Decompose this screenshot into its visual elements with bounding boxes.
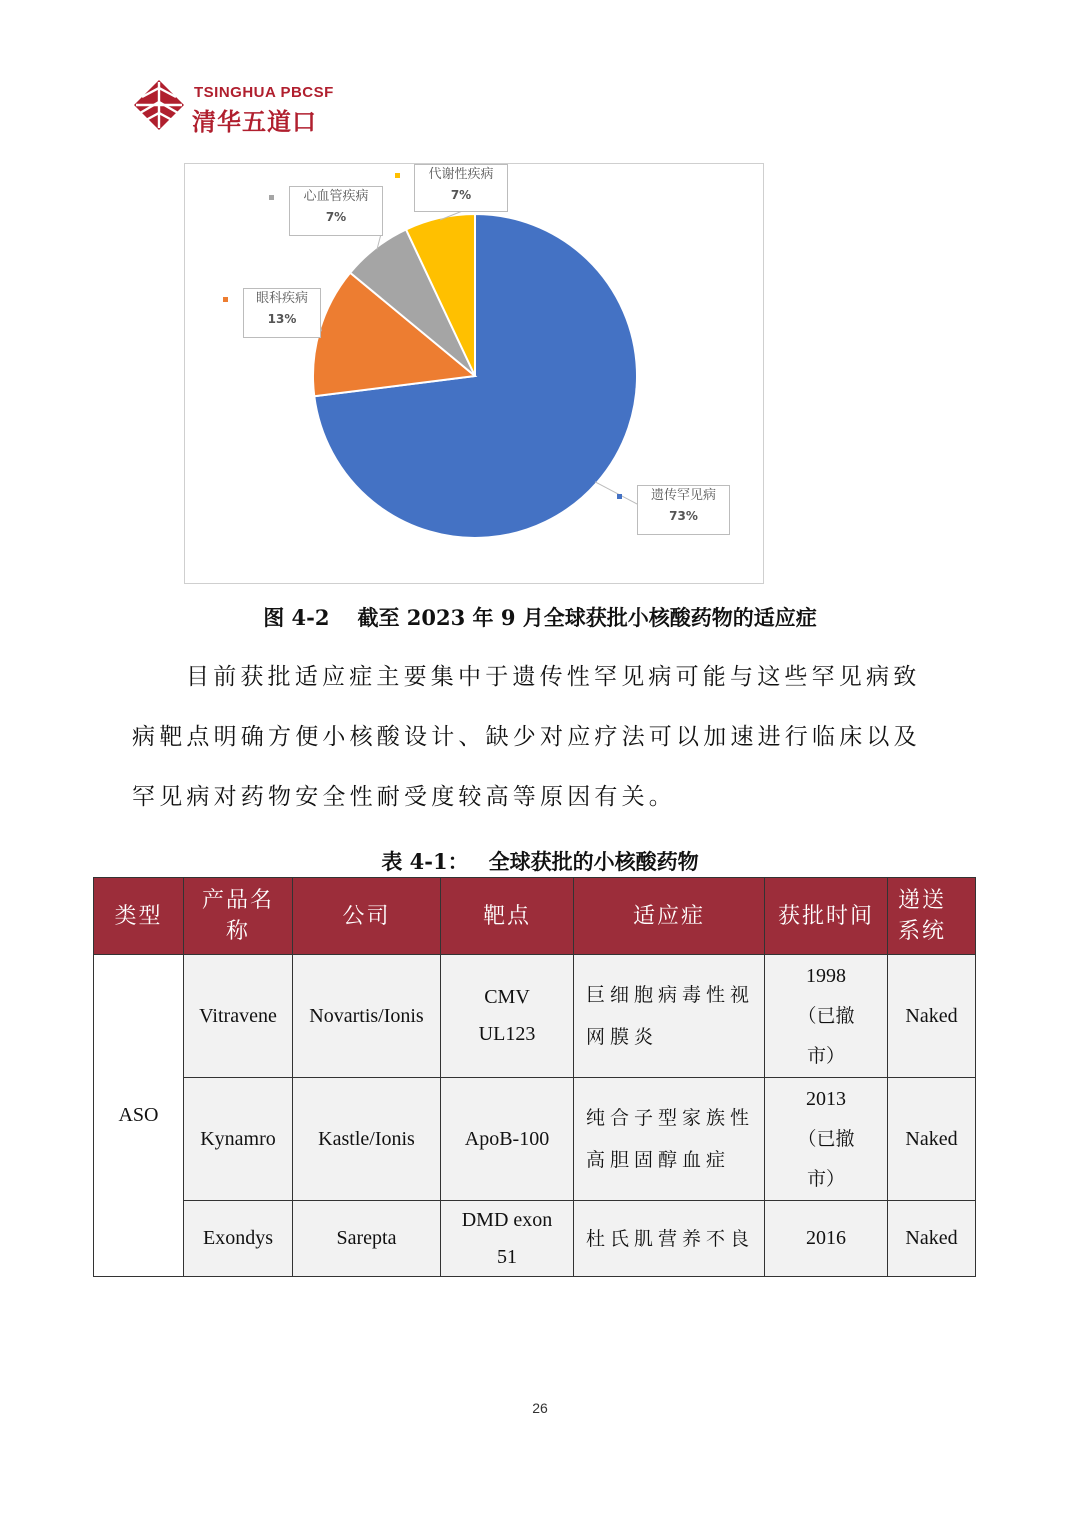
cell-delivery: Naked [888, 1201, 976, 1277]
logo-chinese-text: 清华五道口 [192, 108, 317, 136]
cell-target-line2: UL123 [478, 1023, 536, 1045]
header-delivery [888, 878, 976, 955]
cell-indication-line2: 高胆固醇血症 [586, 1149, 731, 1171]
cell-delivery: Naked [888, 955, 976, 1078]
header-delivery-line1: 递送 [898, 888, 947, 913]
table-row [94, 1078, 976, 1201]
leader-line [595, 482, 637, 504]
table-number: 表 4-1： [381, 849, 469, 874]
drug-table [93, 877, 976, 1277]
cell-year-note-line1: （已撤 [797, 1128, 855, 1150]
cell-indication-line2: 网膜炎 [586, 1026, 659, 1048]
figure-caption [0, 602, 1080, 632]
page-number: 26 [532, 1400, 548, 1416]
callout-rare [637, 485, 730, 535]
logo-mark-icon [132, 78, 186, 132]
pie-chart [184, 163, 764, 584]
legend-dot-metabolic [395, 173, 400, 178]
cell-company: Novartis/Ionis [293, 955, 441, 1078]
paragraph-line-2: 病靶点明确方便小核酸设计、缺少对应疗法可以加速进行临床以及 [132, 724, 921, 750]
legend-dot-cardio [269, 195, 274, 200]
paragraph-line-1: 目前获批适应症主要集中于遗传性罕见病可能与这些罕见病致 [186, 664, 921, 690]
header-indication: 适应症 [574, 878, 765, 955]
callout-eye-pct: 13% [267, 312, 297, 326]
cell-year: 1998 [806, 965, 846, 987]
header-product [184, 878, 293, 955]
table-header-row [94, 878, 976, 955]
callout-metabolic-pct: 7% [450, 188, 472, 202]
figure-title: 截至 2023 年 9 月全球获批小核酸药物的适应症 [357, 605, 817, 630]
cell-approval [765, 1078, 888, 1201]
cell-indication-line1: 巨细胞病毒性视 [586, 984, 755, 1006]
logo-english-text: TSINGHUA PBCSF [194, 84, 334, 101]
cell-target: ApoB-100 [441, 1078, 574, 1201]
callout-cardio-pct: 7% [325, 210, 347, 224]
callout-eye [243, 288, 321, 338]
cell-approval [765, 955, 888, 1078]
cell-product: Kynamro [184, 1078, 293, 1201]
legend-dot-rare [617, 494, 622, 499]
cell-product: Vitravene [184, 955, 293, 1078]
cell-indication [574, 1078, 765, 1201]
header-logo [132, 78, 362, 134]
header-product-line2: 称 [225, 919, 250, 944]
header-delivery-line2: 系统 [898, 919, 947, 944]
cell-target [441, 955, 574, 1078]
callout-cardio [289, 186, 383, 236]
cell-year-note-line2: 市） [806, 1045, 845, 1067]
cell-year-note-line1: （已撤 [797, 1005, 855, 1027]
cell-company: Sarepta [293, 1201, 441, 1277]
table-title: 全球获批的小核酸药物 [488, 849, 699, 874]
cell-target [441, 1201, 574, 1277]
table-row [94, 955, 976, 1078]
figure-number: 图 4-2 [263, 605, 330, 630]
header-product-line1: 产品名 [201, 888, 274, 913]
table-caption [0, 846, 1080, 876]
header-target: 靶点 [441, 878, 574, 955]
cell-approval: 2016 [765, 1201, 888, 1277]
header-approval: 获批时间 [765, 878, 888, 955]
cell-delivery: Naked [888, 1078, 976, 1201]
callout-metabolic [414, 164, 508, 212]
cell-product: Exondys [184, 1201, 293, 1277]
callout-eye-label: 眼科疾病 [255, 291, 308, 306]
cell-target-line1: CMV [484, 986, 530, 1008]
cell-indication: 杜氏肌营养不良 [574, 1201, 765, 1277]
cell-year-note-line2: 市） [806, 1168, 845, 1190]
callout-metabolic-label: 代谢性疾病 [428, 167, 494, 182]
legend-dot-eye [223, 297, 228, 302]
callout-cardio-label: 心血管疾病 [303, 189, 369, 204]
cell-year: 2013 [806, 1088, 846, 1110]
cell-indication [574, 955, 765, 1078]
header-type: 类型 [94, 878, 184, 955]
paragraph-line-3: 罕见病对药物安全性耐受度较高等原因有关。 [132, 784, 676, 810]
table-row [94, 1201, 976, 1277]
cell-type-aso: ASO [94, 955, 184, 1277]
cell-company: Kastle/Ionis [293, 1078, 441, 1201]
cell-indication-line1: 纯合子型家族性 [586, 1107, 755, 1129]
cell-target-line1: DMD exon [461, 1208, 553, 1231]
callout-rare-label: 遗传罕见病 [650, 488, 716, 503]
cell-target-line2: 51 [497, 1245, 517, 1268]
callout-rare-pct: 73% [669, 509, 698, 523]
header-company: 公司 [293, 878, 441, 955]
